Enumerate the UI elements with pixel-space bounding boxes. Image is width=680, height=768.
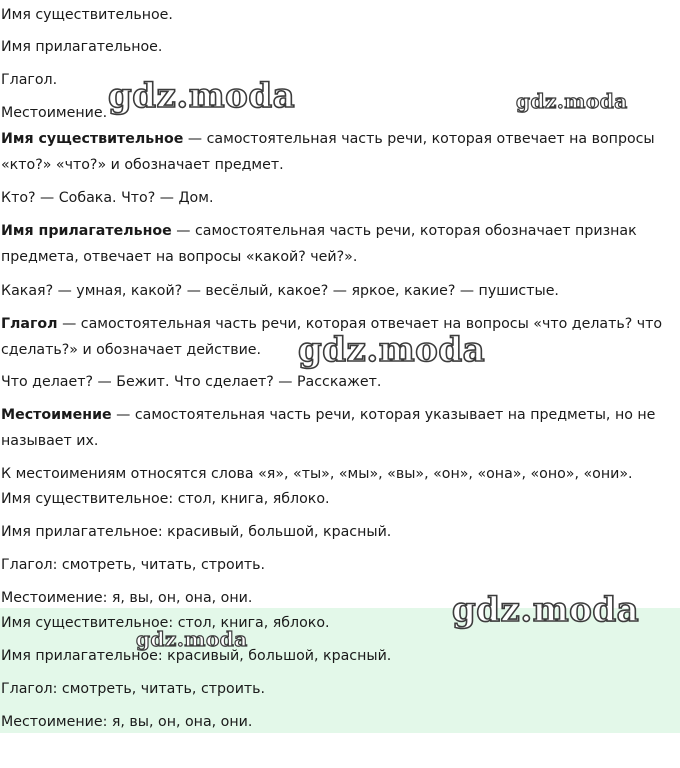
examples-verb: Глагол: смотреть, читать, строить.: [1, 557, 266, 573]
intro-line-adjective: Имя прилагательное.: [1, 39, 163, 55]
examples-noun: Имя существительное: стол, книга, яблоко.: [1, 491, 330, 507]
watermark-logo: gdz.moda: [452, 590, 640, 630]
watermark-logo: gdz.moda: [516, 89, 628, 113]
answer-verb: Глагол: смотреть, читать, строить.: [1, 681, 266, 697]
verb-definition-cont: сделать?» и обозначает действие.: [1, 342, 262, 358]
noun-definition-cont: «кто?» «что?» и обозначает предмет.: [1, 157, 284, 173]
pronoun-definition: [1, 406, 655, 424]
examples-adjective: Имя прилагательное: красивый, большой, красный.: [1, 524, 392, 540]
adjective-term: Имя прилагательное: [1, 223, 172, 239]
verb-definition-text: — самостоятельная часть речи, которая отвечает на вопросы «что делать? что: [57, 316, 663, 332]
answer-pronoun: Местоимение: я, вы, он, она, они.: [1, 714, 253, 730]
noun-example: Кто? — Собака. Что? — Дом.: [1, 190, 214, 206]
verb-term: Глагол: [1, 316, 58, 332]
adjective-definition-text: — самостоятельная часть речи, которая обозначает признак: [171, 223, 637, 239]
answer-noun: Имя существительное: стол, книга, яблоко.: [1, 615, 330, 631]
adjective-definition: [1, 222, 637, 240]
watermark-logo: gdz.moda: [108, 76, 296, 116]
intro-line-noun: Имя существительное.: [1, 7, 173, 23]
noun-definition-text: — самостоятельная часть речи, которая отвечает на вопросы: [183, 131, 655, 147]
pronoun-example: К местоимениям относятся слова «я», «ты», «мы», «вы», «он», «она», «оно», «они».: [1, 466, 633, 482]
noun-term: Имя существительное: [1, 131, 184, 147]
pronoun-definition-text: — самостоятельная часть речи, которая указывает на предметы, но не: [111, 407, 656, 423]
pronoun-term: Местоимение: [1, 407, 112, 423]
noun-definition: [1, 130, 655, 148]
intro-line-pronoun: Местоимение.: [1, 105, 108, 121]
verb-example: Что делает? — Бежит. Что сделает? — Расскажет.: [1, 374, 382, 390]
watermark-logo: gdz.moda: [136, 627, 248, 651]
adjective-definition-cont: предмета, отвечает на вопросы «какой? чей?».: [1, 249, 358, 265]
examples-pronoun: Местоимение: я, вы, он, она, они.: [1, 590, 253, 606]
pronoun-definition-cont: называет их.: [1, 433, 99, 449]
watermark-logo: gdz.moda: [298, 330, 486, 370]
adjective-example: Какая? — умная, какой? — весёлый, какое? — яркое, какие? — пушистые.: [1, 283, 559, 299]
answer-adjective: Имя прилагательное: красивый, большой, красный.: [1, 648, 392, 664]
intro-line-verb: Глагол.: [1, 72, 58, 88]
